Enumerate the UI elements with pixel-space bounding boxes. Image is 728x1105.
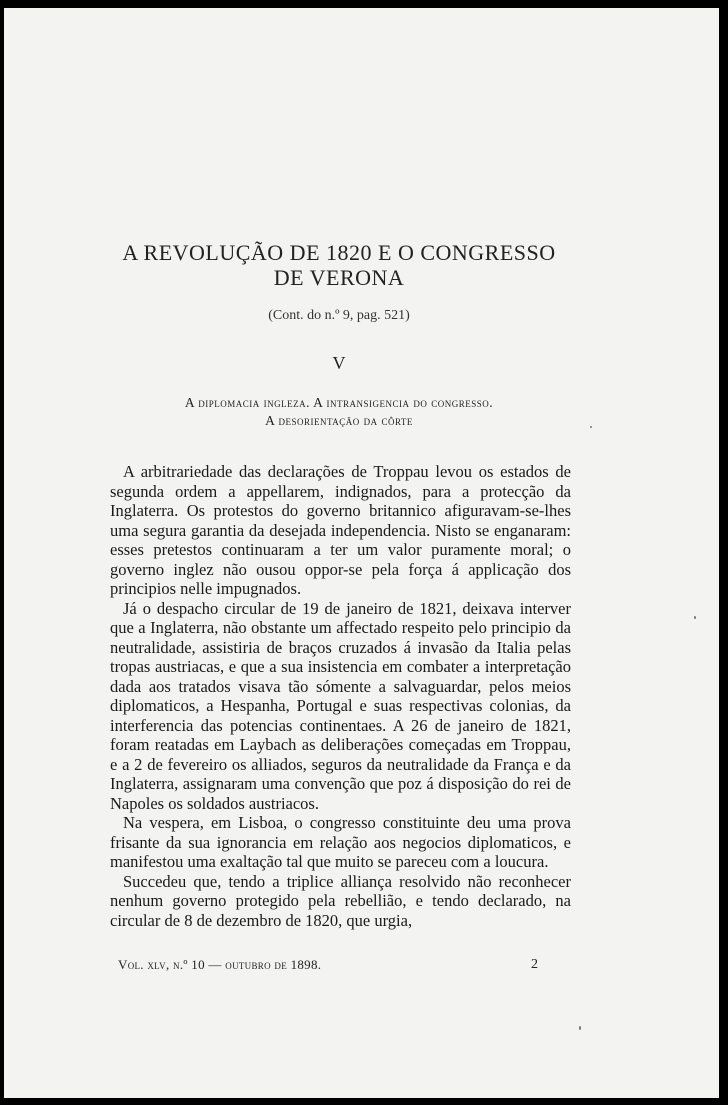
continuation-note: (Cont. do n.º 9, pag. 521)	[268, 308, 410, 323]
subtitle-line-2: A desorientação da côrte	[265, 413, 413, 428]
paper-speck	[590, 426, 592, 428]
title-line-2: DE VERONA	[273, 265, 405, 290]
volume-footer: Vol. xlv, n.º 10 — outubro de 1898.	[118, 957, 322, 972]
subtitle-line-1: A diplomacia ingleza. A intransigencia do congresso.	[184, 395, 494, 410]
chapter-subtitle	[114, 394, 564, 430]
title-line-1: A REVOLUÇÃO DE 1820 E O CONGRESSO	[122, 240, 556, 265]
paragraph-1: A arbitrariedade das declarações de Troppau levou os estados de segunda ordem a appellarem, indignados, para a protecção da Inglaterra. Os protestos do governo britannico afiguravam-se-lhes uma segura garantia da desejada independencia. Nisto se enganaram: esses pretestos continuaram a ter um valor puramente moral; o governo inglez não ousou oppor-se pela força á applicação dos principios nelle impugnados.	[110, 462, 571, 598]
chapter-number: V	[332, 353, 346, 373]
paper-speck	[579, 1026, 581, 1030]
paper-speck	[694, 616, 696, 619]
paragraph-3: Na vespera, em Lisboa, o congresso constituinte deu uma prova frisante da sua ignorancia em relação aos negocios diplomaticos, e manifestou uma exaltação tal que muito se pareceu com a loucura.	[110, 813, 571, 871]
article-body	[110, 462, 571, 930]
article-title	[4, 240, 674, 290]
signature-mark: 2	[531, 957, 538, 972]
paragraph-4: Succedeu que, tendo a triplice alliança resolvido não reconhecer nenhum governo protegido pela rebellião, e tendo declarado, na circular de 8 de dezembro de 1820, que urgia,	[110, 871, 571, 930]
paragraph-2: Já o despacho circular de 19 de janeiro de 1821, deixava interver que a Inglaterra, não obstante um affectado respeito pelo principio da neutralidade, assistiria de braços cruzados á invasão da Italia pelas tropas austriacas, e que a sua insistencia em combater a interpretação dada aos tratados visava tão sómente a salvaguardar, pelos meios diplomaticos, a Hespanha, Portugal e suas respectivas colonias, da interferencia das potencias continentaes. A 26 de janeiro de 1821, foram reatadas em Laybach as deliberações começadas em Troppau, e a 2 de fevereiro os alliados, seguros da neutralidade da França e da Inglaterra, assignaram uma convenção que poz á disposição do rei de Napoles os soldados austriacos.	[110, 598, 571, 813]
document-page	[4, 8, 719, 1098]
